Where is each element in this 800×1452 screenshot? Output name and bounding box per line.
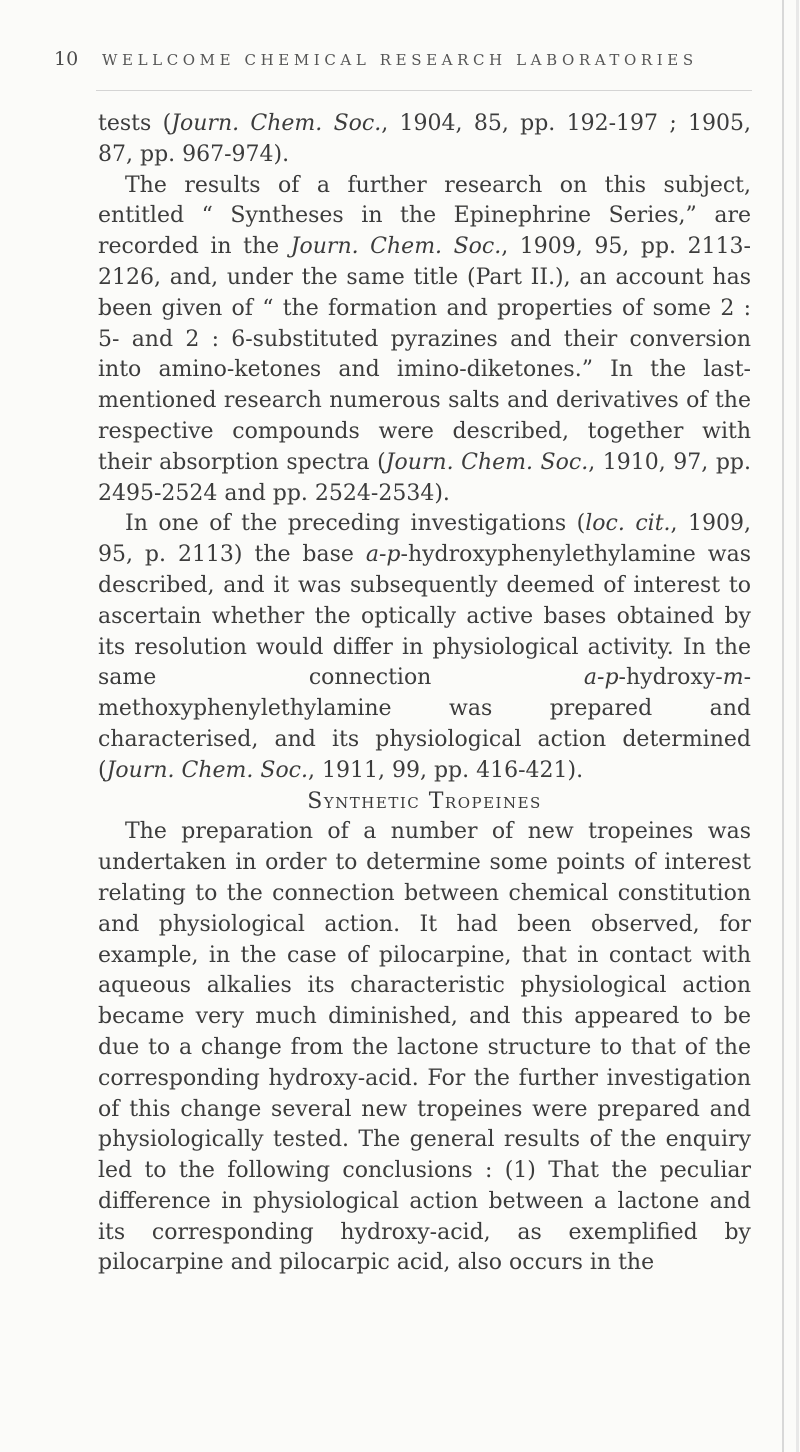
running-title: WELLCOME CHEMICAL RESEARCH LABORATORIES — [102, 51, 698, 69]
running-header — [54, 48, 744, 70]
paragraph-4: The preparation of a number of new tropeines was undertaken in order to determine some points of interest relating to the connection between chemical constitution and physiological action. It had been observed, for example, in the case of pilocarpine, that in contact with aqueous alkalies its characteristic physiological action became very much diminished, and this appeared to be due to a change from the lactone structure to that of the corresponding hydroxy-acid. For the further investigation of this change several new tropeines were prepared and physiologically tested. The general results of the enquiry led to the following conclusions : (1) That the peculiar difference in physiological action between a lactone and its corresponding hydroxy-acid, as exemplified by pilocarpine and pilocarpic acid, also occurs in the — [98, 819, 751, 1276]
body-text — [98, 109, 751, 1279]
header-rule — [96, 90, 752, 91]
citation: Journ. Chem. Soc. — [290, 234, 502, 260]
page-edge — [782, 0, 794, 1452]
italic-prefix: a-p — [365, 542, 401, 568]
citation: Journ. Chem. Soc. — [106, 757, 308, 783]
citation: Journ. Chem. Soc. — [385, 449, 589, 475]
italic-prefix: a-p — [583, 665, 619, 691]
page-number: 10 — [54, 48, 79, 70]
citation: Journ. Chem. Soc. — [171, 111, 382, 136]
paragraph-3: In one of the preceding investigations (loc. cit., 1909, 95, p. 2113) the base a-p-hydroxyphenylethylamine was described, and it was subsequently deemed of interest to ascertain whether the optically active bases obtained by its resolution would differ in physiological activity. In the same connection a-p-hydroxy-m-methoxyphenylethylamine was prepared and characterised, and its physiological action determined (Journ. Chem. Soc., 1911, 99, pp. 416-421). — [98, 511, 752, 783]
italic-prefix: m — [722, 665, 744, 691]
paragraph-2: The results of a further research on this subject, entitled “ Syntheses in the Epinephrine Series,” are recorded in the Journ. Chem. Soc., 1909, 95, pp. 2113-2126, and, under the same title (Part II.), an account has been given of “ the formation and properties of some 2 : 5- and 2 : 6-substituted pyrazines and their conversion into amino-ketones and imino-diketones.” In the last-mentioned research numerous salts and derivatives of the respective compounds were described, together with their absorption spectra (Journ. Chem. Soc., 1910, 97, pp. 2495-2524 and pp. 2524-2534). — [98, 172, 751, 506]
section-heading: Synthetic Tropeines — [307, 788, 542, 814]
paragraph-1: tests (Journ. Chem. Soc., 1904, 85, pp. 192-197 ; 1905, 87, pp. 967-974). — [98, 111, 752, 167]
page-edge-shadow — [796, 0, 799, 1452]
citation: loc. cit. — [585, 511, 671, 537]
